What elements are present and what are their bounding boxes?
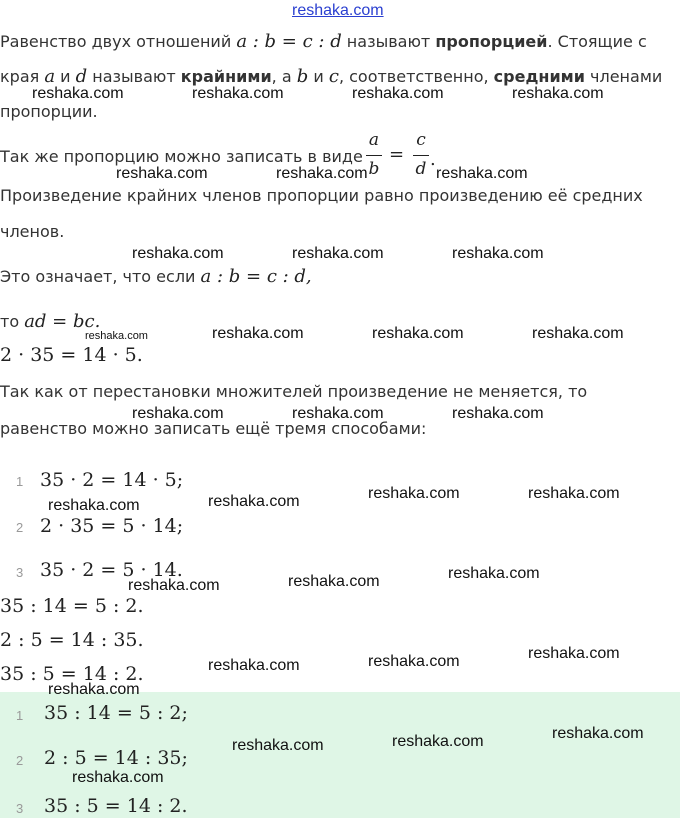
paragraph-definition-line2 <box>0 66 662 87</box>
property-line2: членов. <box>0 222 65 241</box>
list-number: 2 <box>16 753 24 768</box>
watermark: reshaka.com <box>132 405 224 422</box>
watermark: reshaka.com <box>452 405 544 422</box>
fraction-bar <box>366 155 382 156</box>
watermark: reshaka.com <box>276 165 368 182</box>
watermark: reshaka.com <box>368 653 460 670</box>
text: то <box>0 312 25 331</box>
fraction-denominator-b: b <box>368 159 380 179</box>
list-number: 2 <box>16 520 24 535</box>
watermark: reshaka.com <box>528 645 620 662</box>
watermark: reshaka.com <box>292 405 384 422</box>
fraction-intro-text: Так же пропорцию можно записать в виде <box>0 147 363 166</box>
permutation-line2: равенство можно записать ещё тремя способами: <box>0 419 427 438</box>
watermark: reshaka.com <box>392 733 484 750</box>
paragraph-definition-line3: пропорции. <box>0 102 98 121</box>
bold-term: крайними <box>180 67 272 86</box>
math-proportion: a : b = c : d <box>236 31 342 52</box>
list-item-equality: 35 · 2 = 14 · 5; <box>40 469 184 491</box>
permutation-line1: Так как от перестановки множителей произведение не меняется, то <box>0 382 588 401</box>
watermark: reshaka.com <box>368 485 460 502</box>
text: , соответственно, <box>338 67 494 86</box>
watermark: reshaka.com <box>128 577 220 594</box>
watermark: reshaka.com <box>48 497 140 514</box>
list-number: 3 <box>16 565 24 580</box>
text: . Стоящие с <box>547 32 647 51</box>
math-equality: ad = bc. <box>24 311 101 332</box>
text: и <box>55 67 76 86</box>
watermark: reshaka.com <box>208 493 300 510</box>
ratio-equality: 35 : 5 = 14 : 2. <box>0 663 144 685</box>
watermark: reshaka.com <box>232 737 324 754</box>
list-number: 3 <box>16 801 24 816</box>
watermark: reshaka.com <box>528 485 620 502</box>
text: Равенство двух отношений <box>0 32 237 51</box>
watermark: reshaka.com <box>32 85 124 102</box>
text: и <box>308 67 329 86</box>
watermark: reshaka.com <box>532 325 624 342</box>
watermark: reshaka.com <box>552 725 644 742</box>
ratio-equality: 35 : 14 = 5 : 2. <box>0 595 144 617</box>
list-item-ratio: 35 : 5 = 14 : 2. <box>44 795 188 817</box>
fraction-bar <box>413 155 429 156</box>
result-line <box>0 311 100 332</box>
meaning-line <box>0 266 312 287</box>
watermark: reshaka.com <box>352 85 444 102</box>
list-number: 1 <box>16 708 24 723</box>
watermark: reshaka.com <box>512 85 604 102</box>
watermark: reshaka.com <box>48 681 140 698</box>
math-var: d <box>75 66 88 87</box>
watermark: reshaka.com <box>372 325 464 342</box>
watermark: reshaka.com <box>452 245 544 262</box>
text: называют <box>87 67 181 86</box>
equals-sign: = <box>389 144 405 165</box>
math-var: c <box>328 66 339 87</box>
list-item-equality: 2 · 35 = 5 · 14; <box>40 515 184 537</box>
site-header-link[interactable]: reshaka.com <box>292 2 384 19</box>
period: . <box>430 149 436 170</box>
list-item-ratio: 35 : 14 = 5 : 2; <box>44 702 188 724</box>
watermark: reshaka.com <box>288 573 380 590</box>
bold-term: пропорцией <box>435 32 548 51</box>
watermark: reshaka.com <box>208 657 300 674</box>
fraction-numerator-a: a <box>368 130 380 150</box>
watermark: reshaka.com <box>72 769 164 786</box>
watermark: reshaka.com <box>116 165 208 182</box>
list-item-ratio: 2 : 5 = 14 : 35; <box>44 747 188 769</box>
list-item-equality: 35 · 2 = 5 · 14. <box>40 559 183 581</box>
ratio-equality: 2 : 5 = 14 : 35. <box>0 629 144 651</box>
math-var: b <box>296 66 309 87</box>
list-number: 1 <box>16 474 24 489</box>
text: Это означает, что если <box>0 267 201 286</box>
watermark: reshaka.com <box>212 325 304 342</box>
watermark: reshaka.com <box>448 565 540 582</box>
example-equality: 2 · 35 = 14 · 5. <box>0 344 143 366</box>
text: называют <box>341 32 436 51</box>
watermark: reshaka.com <box>292 245 384 262</box>
text: членами <box>584 67 663 86</box>
fraction-numerator-c: c <box>416 130 426 150</box>
paragraph-definition-line1 <box>0 31 647 52</box>
property-line1: Произведение крайних членов пропорции равно произведению её средних <box>0 186 643 205</box>
watermark: reshaka.com <box>85 330 148 342</box>
watermark: reshaka.com <box>192 85 284 102</box>
fraction-denominator-d: d <box>415 159 427 179</box>
math-var: a <box>44 66 56 87</box>
watermark: reshaka.com <box>436 165 528 182</box>
watermark: reshaka.com <box>132 245 224 262</box>
text: , а <box>271 67 297 86</box>
math-proportion: a : b = c : d, <box>200 266 312 287</box>
text: края <box>0 67 45 86</box>
bold-term: средними <box>493 67 585 86</box>
